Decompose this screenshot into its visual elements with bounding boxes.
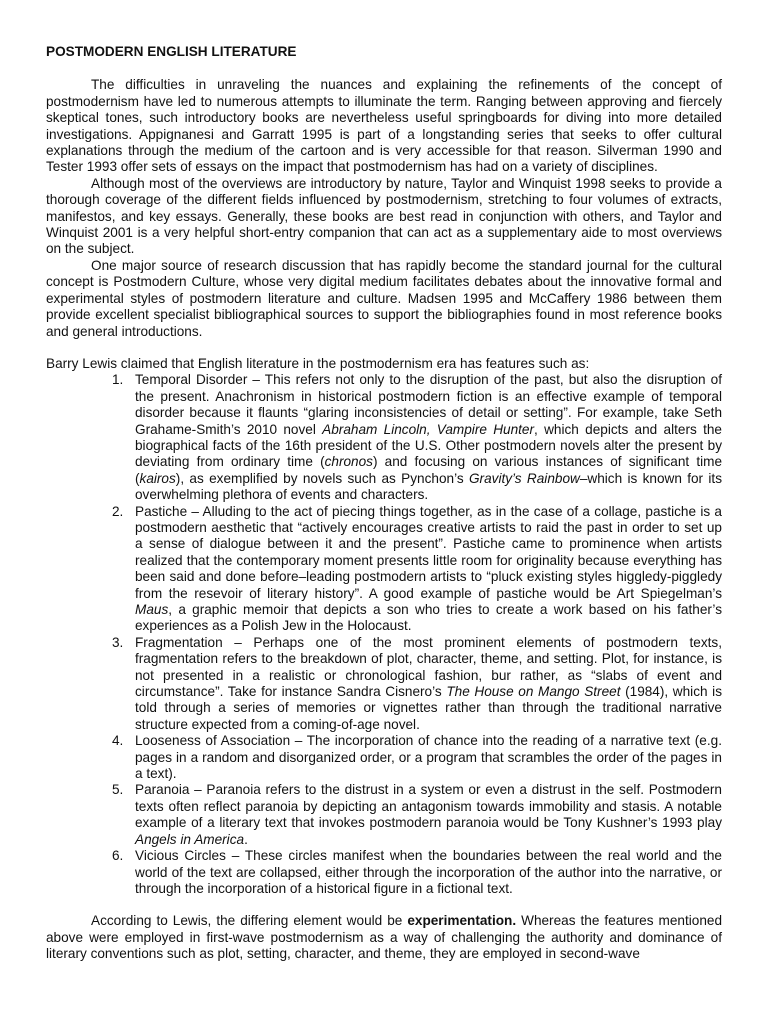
list-number: 6. [112, 848, 124, 864]
list-text: (1984), which is told through a series of memories or vignettes rather than through the traditional narrative structure expected from a coming-of-age novel. [135, 684, 722, 732]
list-number: 3. [112, 634, 124, 650]
list-item-vicious-circles [46, 848, 722, 897]
book-title: Abraham Lincoln, Vampire Hunter [322, 421, 535, 437]
list-text: Temporal Disorder – This refers not only to the disruption of the past, but also the disruption of the present. Anachronism in historical postmodern fiction is an effective example of temporal disorder because it flaunts “glaring inconsistencies of detail or setting”. For example, take Seth Grahame-Smith’s 2010 novel [135, 372, 722, 437]
list-text: Pastiche – Alluding to the act of piecing things together, as in the case of a collage, pastiche is a postmodern aesthetic that “actively encourages creative artists to raid the past in order to set up a sense of dialogue between it and the present”. Pastiche came to prominence when artists realized that the contemporary moment presents little room for originality because everything has been said and done before–leading postmodern artists to “pluck existing styles higgledy-piggledy from the resevoir of literary history”. A good example of pastiche would be Art Spiegelman’s [135, 503, 722, 601]
list-number: 1. [112, 372, 124, 388]
list-text: . [244, 831, 248, 847]
term: chronos [324, 454, 373, 470]
book-title: The House on Mango Street [446, 684, 621, 700]
paragraph-closing [46, 913, 722, 962]
list-text: ), as exemplified by novels such as Pynchon’s [175, 470, 469, 486]
term: kairos [139, 470, 176, 486]
book-title: Maus [135, 602, 169, 617]
book-title: Angels in America [135, 831, 245, 847]
list-item-paranoia [46, 782, 722, 848]
list-text: Looseness of Association – The incorporation of chance into the reading of a narrative text (e.g. pages in a random and disorganized order, or a program that scrambles the order of the pages in a text). [135, 733, 722, 782]
list-text: Vicious Circles – These circles manifest when the boundaries between the real world and the world of the text are collapsed, either through the incorporation of the author into the narrative, or through the incorporation of a historical figure in a fictional text. [135, 848, 722, 896]
list-text: Fragmentation – Perhaps one of the most prominent elements of postmodern texts, fragmentation refers to the breakdown of plot, character, theme, and setting. Plot, for instance, is not presented in a realistic or chronological fashion, bur rather, as “slabs of event and circumstance”. Take for instance Sandra Cisnero’s [135, 634, 722, 700]
list-item-pastiche [46, 504, 722, 635]
closing-text: Whereas the features mentioned above were employed in first-wave postmodernism as a way of challenging the authority and dominance of literary conventions such as plot, setting, character, and theme, they are employed in second-wave [46, 913, 722, 962]
features-list [46, 372, 722, 897]
list-text: Paranoia – Paranoia refers to the distrust in a system or even a distrust in the self. Postmodern texts often reflect paranoia by depicting an antagonism towards immobility and stasis. A notable example of a literary text that invokes postmodern paranoia would be Tony Kushner’s 1993 play [135, 782, 722, 831]
list-text: ) and focusing on various instances of significant time ( [135, 454, 723, 486]
list-number: 4. [112, 733, 124, 749]
document-title: POSTMODERN ENGLISH LITERATURE [46, 44, 297, 59]
document-page [46, 44, 722, 963]
list-number: 5. [112, 782, 124, 798]
list-item-temporal-disorder [46, 372, 722, 503]
closing-emphasis: experimentation. [407, 913, 517, 929]
list-text: , which depicts and alters the biographical facts of the 16th president of the U.S. Other postmodern novels alter the present by deviating from ordinary time ( [135, 421, 722, 470]
paragraph-intro: The difficulties in unraveling the nuances and explaining the refinements of the concept of postmodernism have led to numerous attempts to illuminate the term. Ranging between approving and fiercely skeptical tones, such introductory books are nevertheless useful springboards for diving into more detailed investigations. Appignanesi and Garratt 1995 is part of a longstanding series that seeks to offer cultural explanations through the medium of the cartoon and is very accessible for that reason. Silverman 1990 and Tester 1993 offer sets of essays on the impact that postmodernism has had on a variety of disciplines. [46, 77, 722, 175]
list-text: –which is known for its overwhelming plethora of events and characters. [135, 470, 722, 503]
list-number: 2. [112, 503, 124, 519]
list-item-fragmentation [46, 635, 722, 733]
list-intro: Barry Lewis claimed that English literature in the postmodernism era has features such as: [46, 355, 590, 371]
paragraph-journal: One major source of research discussion that has rapidly become the standard journal for the cultural concept is Postmodern Culture, whose very digital medium facilitates debates about the innovative formal and experimental styles of postmodern literature and culture. Madsen 1995 and McCaffery 1986 between them provide excellent specialist bibliographical sources to support the bibliographies found in most reference books and general introductions. [46, 257, 722, 339]
paragraph-overviews: Although most of the overviews are introductory by nature, Taylor and Winquist 1998 seeks to provide a thorough coverage of the different fields influenced by postmodernism, stretching to four volumes of extracts, manifestos, and key essays. Generally, these books are best read in conjunction with others, and Taylor and Winquist 2001 is a very helpful short-entry companion that can act as a supplementary aide to most overviews on the subject. [46, 175, 722, 257]
list-text: , a graphic memoir that depicts a son who tries to create a work based on his father’s experiences as a Polish Jew in the Holocaust. [135, 602, 722, 634]
closing-text: According to Lewis, the differing element would be [91, 913, 408, 929]
list-item-looseness-of-association [46, 733, 722, 782]
book-title: Gravity’s Rainbow [468, 470, 580, 486]
